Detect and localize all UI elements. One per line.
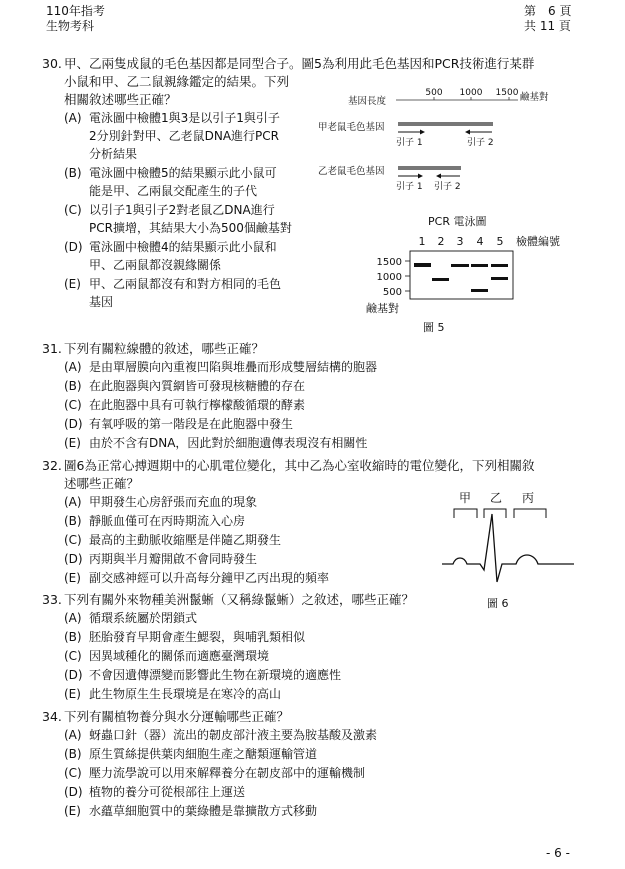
option-label: (B) xyxy=(64,514,82,528)
option-label: (C) xyxy=(64,649,82,663)
lane-number: 1 xyxy=(418,235,426,248)
option-label: (E) xyxy=(64,804,81,818)
option-label: (A) xyxy=(64,611,82,625)
option-c xyxy=(64,764,544,783)
option-text-line: 丙期與半月瓣開啟不會同時發生 xyxy=(89,552,258,566)
phase-label-bing: 丙 xyxy=(521,491,535,505)
phase-label-yi: 乙 xyxy=(489,491,503,505)
header-left-line2: 生物考科 xyxy=(46,19,95,33)
option-text-line: 分析結果 xyxy=(89,147,138,161)
option-text-line: 循環系統屬於閉鎖式 xyxy=(89,611,198,625)
option-text-line: 能是甲、乙兩鼠交配產生的子代 xyxy=(89,184,258,198)
option-a xyxy=(64,609,544,628)
option-text-line: 2分別針對甲、乙老鼠DNA進行PCR xyxy=(89,129,280,143)
option-label: (C) xyxy=(64,533,82,547)
option-label: (A) xyxy=(64,360,82,374)
option-label: (B) xyxy=(64,379,82,393)
gel-band xyxy=(491,264,508,267)
page-number: - 6 - xyxy=(546,846,570,860)
question-stem-line: 小鼠和甲、乙二鼠親緣鑑定的結果。下列 xyxy=(64,74,290,89)
gel-band xyxy=(491,277,508,280)
option-e xyxy=(64,434,544,453)
primer-1-label: 引子 1 xyxy=(396,138,423,148)
scale-tick-label: 1000 xyxy=(459,88,483,98)
option-b xyxy=(64,745,544,764)
option-label: (B) xyxy=(64,630,82,644)
figure-5-caption: 圖 5 xyxy=(423,321,445,334)
option-c xyxy=(64,647,544,666)
option-text-line: 原生質絲提供葉肉細胞生產之醣類運輸管道 xyxy=(89,747,318,761)
jia-gene-bar xyxy=(398,122,493,126)
gene-length-label: 基因長度 xyxy=(348,96,387,107)
question-number: 33. xyxy=(42,592,62,607)
lane-number: 2 xyxy=(437,235,445,248)
jia-gene-label: 甲老鼠毛色基因 xyxy=(318,122,385,133)
phase-bracket-bing xyxy=(514,509,546,518)
option-text-line: 是由單層膜向內重複凹陷與堆疊而形成雙層結構的胞器 xyxy=(89,360,378,374)
option-label: (C) xyxy=(64,203,82,217)
option-label: (D) xyxy=(64,668,83,682)
primer-2-label: 引子 2 xyxy=(467,138,494,148)
option-text-line: 蚜蟲口針（器）流出的韌皮部汁液主要為胺基酸及激素 xyxy=(89,728,378,742)
option-text-line: 因異域種化的關係而適應臺灣環境 xyxy=(89,649,270,663)
option-e xyxy=(64,802,544,821)
lane-number: 5 xyxy=(496,235,504,248)
size-tick-label: 500 xyxy=(382,287,402,298)
yi-gene-bar xyxy=(398,166,461,170)
primer-1-label: 引子 1 xyxy=(396,182,423,192)
gel-band xyxy=(471,264,488,267)
option-e xyxy=(64,275,324,313)
question-stem-line: 下列有關粒線體的敘述，哪些正確？ xyxy=(64,341,265,356)
question-stem-line: 相關敘述哪些正確？ xyxy=(64,92,177,107)
yi-gene-label: 乙老鼠毛色基因 xyxy=(318,166,385,177)
option-b xyxy=(64,512,424,531)
option-c xyxy=(64,531,424,550)
option-text-line: 在此胞器與內質網皆可發現核糖體的存在 xyxy=(89,379,306,393)
option-text-line: 甲、乙兩鼠都沒有和對方相同的毛色 xyxy=(89,277,282,291)
option-label: (E) xyxy=(64,571,81,585)
lane-number: 3 xyxy=(456,235,464,248)
phase-bracket-jia xyxy=(454,509,477,518)
option-label: (A) xyxy=(64,495,82,509)
figure-5 xyxy=(310,86,560,341)
scale-tick-label: 1500 xyxy=(495,88,519,98)
size-unit-label: 鹼基對 xyxy=(366,302,399,315)
gel-band xyxy=(471,289,488,292)
option-d xyxy=(64,238,324,276)
option-text-line: 電泳圖中檢體4的結果顯示此小鼠和 xyxy=(89,240,277,254)
option-e xyxy=(64,685,544,704)
option-label: (B) xyxy=(64,166,82,180)
option-d xyxy=(64,415,544,434)
question-number: 30. xyxy=(42,56,62,71)
arrow-head xyxy=(465,130,470,135)
figure-6-caption: 圖 6 xyxy=(487,597,509,610)
option-label: (C) xyxy=(64,398,82,412)
phase-label-jia: 甲 xyxy=(458,491,472,505)
option-label: (D) xyxy=(64,240,83,254)
option-text-line: 副交感神經可以升高每分鐘甲乙丙出現的頻率 xyxy=(89,571,330,585)
ecg-trace xyxy=(442,514,574,582)
option-c xyxy=(64,201,324,239)
arrow-head xyxy=(418,174,423,179)
option-label: (D) xyxy=(64,785,83,799)
option-b xyxy=(64,628,544,647)
option-text-line: 靜脈血僅可在丙時期流入心房 xyxy=(89,514,246,528)
gel-box xyxy=(410,251,513,299)
header-right-line1: 第 6 頁 xyxy=(524,4,572,18)
option-text-line: 最高的主動脈收縮壓是伴隨乙期發生 xyxy=(89,533,282,547)
header-left-line1: 110年指考 xyxy=(46,4,105,18)
option-text-line: 電泳圖中檢體5的結果顯示此小鼠可 xyxy=(89,166,277,180)
option-a xyxy=(64,109,324,165)
size-tick-label: 1500 xyxy=(376,257,402,268)
gel-band xyxy=(414,263,431,267)
option-d xyxy=(64,783,544,802)
option-d xyxy=(64,550,424,569)
question-stem-line: 下列有關外來物種美洲鬣蜥（又稱綠鬣蜥）之敘述，哪些正確？ xyxy=(64,592,415,607)
question-stem-line: 圖6為正常心搏週期中的心肌電位變化，其中乙為心室收縮時的電位變化，下列相關敘 xyxy=(64,458,535,473)
option-text-line: 不會因遺傳漂變而影響此生物在新環境的適應性 xyxy=(89,668,342,682)
question-stem-line: 甲、乙兩隻成鼠的毛色基因都是同型合子。圖5為利用此毛色基因和PCR技術進行某群 xyxy=(64,56,535,71)
gel-band xyxy=(432,278,449,281)
option-text-line: 電泳圖中檢體1與3是以引子1與引子 xyxy=(89,111,280,125)
option-label: (A) xyxy=(64,728,82,742)
option-e xyxy=(64,569,424,588)
option-text-line: 胚胎發育早期會產生鰓裂，與哺乳類相似 xyxy=(89,630,306,644)
option-text-line: 基因 xyxy=(89,295,114,309)
option-a xyxy=(64,493,424,512)
option-d xyxy=(64,666,544,685)
option-b xyxy=(64,164,324,202)
option-label: (E) xyxy=(64,277,81,291)
option-text-line: 甲期發生心房舒張而充血的現象 xyxy=(89,495,258,509)
option-b xyxy=(64,377,544,396)
option-text-line: 壓力流學說可以用來解釋養分在韌皮部中的運輸機制 xyxy=(89,766,366,780)
gel-band xyxy=(451,264,469,267)
figure-6 xyxy=(440,486,580,614)
option-label: (D) xyxy=(64,552,83,566)
option-text-line: 由於不含有DNA，因此對於細胞遺傳表現沒有相關性 xyxy=(89,436,368,450)
scale-tick-label: 500 xyxy=(425,88,443,98)
option-text-line: 植物的養分可從根部往上運送 xyxy=(89,785,246,799)
bp-label: 鹼基對 xyxy=(520,92,549,103)
question-number: 34. xyxy=(42,709,62,724)
option-label: (B) xyxy=(64,747,82,761)
option-a xyxy=(64,726,544,745)
option-text-line: 甲、乙兩鼠都沒親緣關係 xyxy=(89,258,222,272)
question-number: 32. xyxy=(42,458,62,473)
question-stem-line: 下列有關植物養分與水分運輸哪些正確？ xyxy=(64,709,290,724)
option-label: (A) xyxy=(64,111,82,125)
option-label: (E) xyxy=(64,687,81,701)
phase-bracket-yi xyxy=(484,509,506,518)
option-text-line: PCR擴增，其結果大小為500個鹼基對 xyxy=(89,221,292,235)
option-text-line: 水蘊草細胞質中的葉綠體是靠擴散方式移動 xyxy=(89,804,318,818)
arrow-head xyxy=(420,130,425,135)
option-label: (E) xyxy=(64,436,81,450)
lane-number: 4 xyxy=(476,235,484,248)
option-text-line: 以引子1與引子2對老鼠乙DNA進行 xyxy=(89,203,275,217)
option-text-line: 此生物原生生長環境是在寒冷的高山 xyxy=(89,687,282,701)
primer-2-label: 引子 2 xyxy=(434,182,461,192)
option-a xyxy=(64,358,544,377)
option-label: (C) xyxy=(64,766,82,780)
option-c xyxy=(64,396,544,415)
size-tick-label: 1000 xyxy=(376,272,402,283)
option-text-line: 在此胞器中具有可執行檸檬酸循環的酵素 xyxy=(89,398,306,412)
option-text-line: 有氧呼吸的第一階段是在此胞器中發生 xyxy=(89,417,294,431)
question-number: 31. xyxy=(42,341,62,356)
lane-label: 檢體編號 xyxy=(516,235,560,248)
header-right-line2: 共 11 頁 xyxy=(524,19,571,33)
question-stem-line: 述哪些正確？ xyxy=(64,476,140,491)
arrow-head xyxy=(436,174,441,179)
option-label: (D) xyxy=(64,417,83,431)
gel-title: PCR 電泳圖 xyxy=(428,215,487,228)
